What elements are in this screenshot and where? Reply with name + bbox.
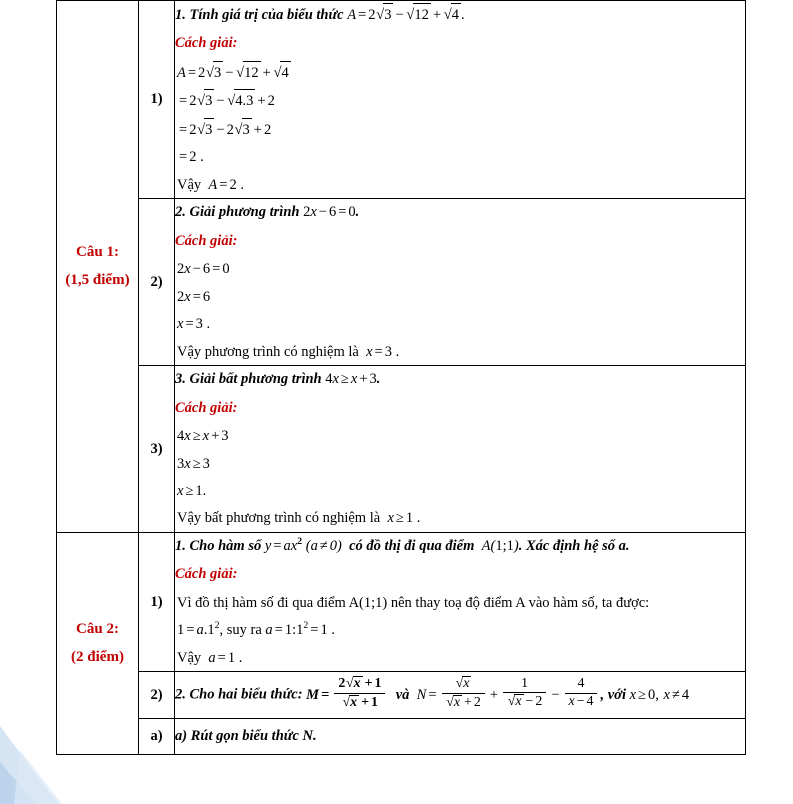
solution-heading: Cách giải:	[175, 232, 238, 249]
item-body	[175, 199, 746, 366]
solution-line: 2x − 6 = 0	[177, 261, 230, 278]
item-prompt: a) Rút gọn biểu thức N.	[175, 728, 317, 745]
solution-line: A = 2√3 − √12 + √4	[177, 61, 745, 84]
prompt-math: A = 2√3 − √12 + √4 .	[347, 7, 464, 23]
solution-line: x ≥ 1.	[177, 482, 207, 499]
item-prompt: 1. Tính giá trị của biểu thức A = 2√3 − √12 + √4 .	[175, 3, 745, 26]
item-body	[175, 366, 746, 533]
solution-heading: Cách giải:	[175, 35, 238, 52]
prompt-math: 2x − 6 = 0.	[303, 204, 360, 221]
conclusion-line: Vậy phương trình có nghiệm là x = 3 .	[177, 343, 400, 360]
solution-line: = 2 .	[179, 149, 204, 166]
table-row	[57, 719, 746, 754]
solution-heading: Cách giải:	[175, 566, 238, 583]
item-index: 2)	[139, 199, 175, 366]
question-label-cell	[57, 532, 139, 754]
solution-line: 4x ≥ x + 3	[177, 428, 229, 445]
item-prompt: 2. Giải phương trình 2x − 6 = 0.	[175, 204, 360, 221]
table-row	[57, 672, 746, 719]
solution-line: x = 3 .	[177, 316, 211, 333]
solution-line: = 2√3 − 2√3 + 2	[177, 118, 745, 141]
question-label-line1: Câu 1:	[76, 243, 119, 260]
item-body	[175, 719, 746, 754]
prompt-math: M = $\frac{2√x + 1}{√x + 1}$ và N = $\frac{√x}{√x + 2}$ + $\frac{1}{√x - 2}$ − $\frac{4}{x - 4}$ , với x ≥ 0, x ≠ 4	[306, 675, 690, 710]
table-row	[57, 532, 746, 671]
conclusion-line: Vậy a = 1 .	[177, 649, 243, 666]
item-index: 3)	[139, 366, 175, 533]
question-label-line2: (1,5 điểm)	[65, 272, 130, 289]
item-prompt: 2. Cho hai biểu thức: M = $\frac{2√x + 1}{√x + 1}$ và N = $\frac{√x}{√x + 2}$ + $\frac{1}{√x - 2}$ − $\frac{4}{x - 4}$ , với x ≥ 0, x ≠ 4	[175, 675, 690, 710]
item-prompt: 3. Giải bất phương trình 4x ≥ x + 3.	[175, 371, 381, 388]
conclusion-line: Vậy A = 2 .	[177, 176, 244, 193]
item-index: a)	[139, 719, 175, 754]
item-body	[175, 1, 746, 199]
solution-line: 3x ≥ 3	[177, 455, 210, 472]
answer-key-table	[56, 0, 746, 755]
item-index: 1)	[139, 1, 175, 199]
prompt-math: 4x ≥ x + 3.	[325, 371, 381, 388]
table-row	[57, 366, 746, 533]
conclusion-line: Vậy bất phương trình có nghiệm là x ≥ 1 .	[177, 510, 421, 527]
item-index: 1)	[139, 532, 175, 671]
solution-heading: Cách giải:	[175, 399, 238, 416]
table-row	[57, 199, 746, 366]
solution-line: Vì đồ thị hàm số đi qua điểm A(1;1) nên thay toạ độ điểm A vào hàm số, ta được:	[177, 594, 650, 611]
question-label-line2: (2 điểm)	[71, 649, 124, 666]
item-body	[175, 532, 746, 671]
prompt-math: $y = ax^2$ (a ≠ 0) có đồ thị đi qua điểm A(1;1). Xác định hệ số a.	[264, 536, 630, 554]
solution-line: = 2√3 − √4.3 + 2	[177, 89, 745, 112]
solution-line: 2x = 6	[177, 288, 211, 305]
item-prompt: 1. Cho hàm số $y = ax^2$ (a ≠ 0) có đồ thị đi qua điểm A(1;1). Xác định hệ số a.	[175, 536, 630, 554]
item-index: 2)	[139, 672, 175, 719]
item-body	[175, 672, 746, 719]
question-label-cell	[57, 1, 139, 533]
question-label-line1: Câu 2:	[76, 620, 119, 637]
solution-line: $1 = a.1^2$, suy ra $a = 1:1^2 = 1$ .	[177, 620, 335, 639]
table-row	[57, 1, 746, 199]
